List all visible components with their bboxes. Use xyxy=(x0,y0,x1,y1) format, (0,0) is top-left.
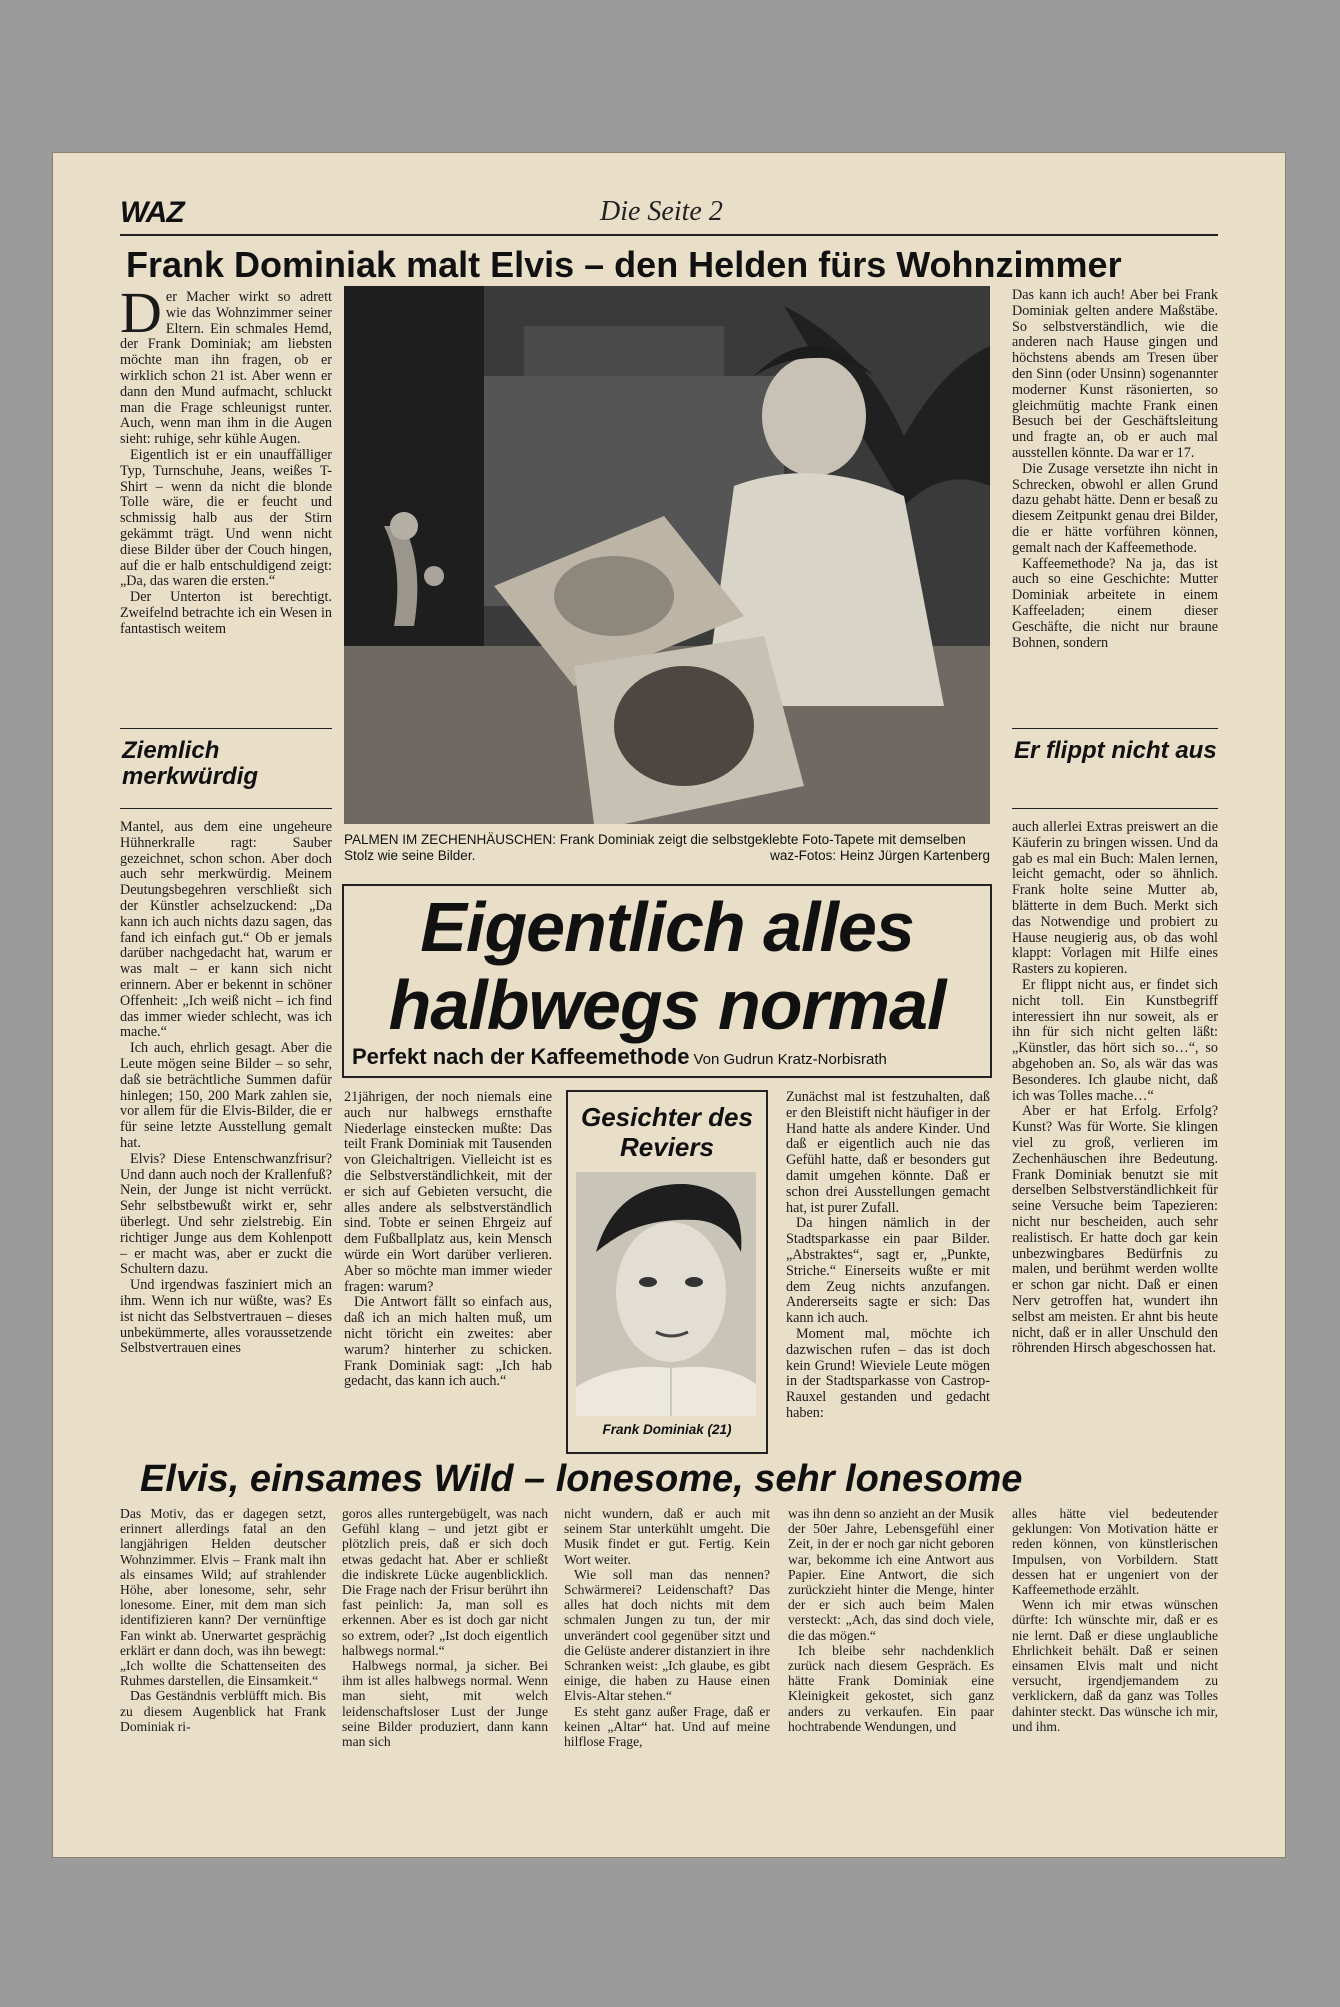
paragraph: Aber er hat Erfolg. Erfolg? Kunst? Was für Worte. Sie klingen viel zu groß, verlieren im Zechenhäuschen ihre Bedeutung. Frank Dominiak benutzt sie mit derselben Selbstverständlichkeit für seine Versuche beim Tapezieren: nicht nur bescheiden, auch sehr realistisch. Er hatte doch gar kein unbezwingbares Bedürfnis zu malen, und berühmt werden wollte er schon gar nicht. Daß er einen Nerv getroffen hat, wundert ihn selbst am meisten. Er ahnt bis heute nicht, daß er in aller Unschuld den röhrenden Hirsch abgeschossen hat. xyxy=(1012,1103,1218,1357)
dropcap: D xyxy=(120,280,162,345)
paragraph: alles hätte viel bedeutender geklungen: Von Motivation hätte er reden können, von künstlerischen Impulsen, von Vorbildern. Statt dessen hat er ungeniert von der Kaffeemethode erzählt. xyxy=(1012,1506,1218,1598)
paragraph: Die Zusage versetzte ihn nicht in Schrecken, obwohl er allen Grund dazu gehabt hätte. Denn er besaß zu diesem Zeitpunkt genau drei Bilder, die er hätte vorführen können, gemalt nach der Kaffeemethode. xyxy=(1012,460,1218,556)
portrait-caption: Frank Dominiak (21) xyxy=(602,1422,732,1437)
paragraph: goros alles runtergebügelt, was nach Gefühl klang – und jetzt gibt er plötzlich preis, daß er sich doch etwas gedacht hat. Aber er schließt die indiskrete Lücke augenblicklich. Die Frage nach der Frisur berührt ihn fast peinlich: Ja, man soll es erkennen. Aber es ist doch gar nicht so extrem, oder? „Ist doch eigentlich halbwegs normal.“ xyxy=(342,1506,548,1658)
paragraph: Und irgendwas fasziniert mich an ihm. Wenn ich nur wüßte, was? Es ist nicht das Selbstvertrauen – dieses unbekümmerte, alles voraussetzende Selbstvertrauen eines xyxy=(120,1277,332,1357)
column-1-bottom xyxy=(120,820,332,1357)
photo-caption xyxy=(344,832,990,864)
portrait-box-title: Gesichter des Reviers xyxy=(581,1102,753,1162)
paragraph: Ich auch, ehrlich gesagt. Aber die Leute mögen seine Bilder – so sehr, daß sie beträchtliche Summen dafür hinlegen; 150, 200 Mark zahlen sie, vor allem für die Elvis-Bilder, die er für seine letzte Ausstellung gemalt hat. xyxy=(120,1040,332,1151)
subhead-right: Er flippt nicht aus xyxy=(1014,737,1217,764)
feature-title-line-2: halbwegs normal xyxy=(388,966,946,1044)
subhead-rule xyxy=(1012,728,1218,729)
paragraph: Wenn ich mir etwas wünschen dürfte: Ich wünschte mir, daß er es nie lernt. Daß er diese unglaubliche Ehrlichkeit behält. Daß er seinen einsamen Elvis malt und nicht versucht, irgendjemandem zu verklickern, daß da ganz was Tolles dahinter steckt. Das wünsche ich mir, und ihm. xyxy=(1012,1597,1218,1734)
subhead-rule xyxy=(1012,808,1218,809)
paragraph: Das Geständnis verblüfft mich. Bis zu diesem Augenblick hat Frank Dominiak ri- xyxy=(120,1688,326,1734)
paragraph: Eigentlich ist er ein unauffälliger Typ, Turnschuhe, Jeans, weißes T-Shirt – wenn da nicht die blonde Tolle wäre, die er feucht und schmissig halb aus der Stirn gekämmt trägt. Und wenn nicht diese Bilder über der Couch hingen, auf die er halb entschuldigend zeigt: „Da, das waren die ersten.“ xyxy=(120,446,332,590)
paragraph: Der Unterton ist berechtigt. Zweifelnd betrachte ich ein Wesen in fantastisch weitem xyxy=(120,589,332,637)
column-3-bottom xyxy=(786,1090,990,1422)
paragraph: Das kann ich auch! Aber bei Frank Dominiak gelten andere Maßstäbe. So selbstverständlich, wie die anderen nach Hause gingen und höchstens abends am Tresen über den Sinn (oder Unsinn) sogenannter moderner Kunst räsonierten, so gleichmütig machte Frank einen Besuch bei der Geschäftsleitung und fragte an, ob er auch mal ausstellen könnte. Da war er 17. xyxy=(1012,287,1218,461)
paragraph: Zunächst mal ist festzuhalten, daß er den Bleistift nicht häufiger in der Hand hatte als andere Kinder. Und daß er eigentlich auch nie das Gefühl hatte, daß er besonders gut damit umgehen könnte. Daß er schon drei Ausstellungen gemacht hat, ist purer Zufall. xyxy=(786,1089,990,1216)
page-name: Die Seite 2 xyxy=(600,196,723,227)
feature-title-line-1: Eigentlich alles xyxy=(420,888,914,966)
subhead-rule xyxy=(120,808,332,809)
paragraph: 21jährigen, der noch niemals eine auch nur halbwegs ernsthafte Niederlage einstecken mußte: Das teilt Frank Dominiak mit Tausenden von Gleichaltrigen. Vielleicht ist es die Selbstverständlichkeit, mit der er sich auf Gebieten versucht, die alles andere als selbstverständlich sind. Tobte er seinen Ehrgeiz auf dem Fußballplatz aus, kein Mensch würde ein Wort darüber verlieren. Aber so möchte man immer wieder fragen: warum? xyxy=(344,1089,552,1295)
bottom-column-2 xyxy=(342,1506,548,1749)
bottom-column-4 xyxy=(788,1506,994,1734)
paragraph: Da hingen nämlich in der Stadtsparkasse ein paar Bilder. „Abstraktes“, sagt er, „Punkte, Striche.“ Einerseits wußte er mit dem Zeug nichts anzufangen. Andererseits sagte er sich: Das kann ich auch. xyxy=(786,1215,990,1327)
masthead-logo: WAZ xyxy=(120,196,184,229)
paragraph: Er flippt nicht aus, er findet sich nicht toll. Ein Kunstbegriff interessiert ihn nur soweit, als er ihn für sich nicht gelten läßt: „Künstler, das hört sich so…“, so abgehoben an. So, als wär das was Besonderes. Ich glaube nicht, daß ich was Tolles mache…“ xyxy=(1012,976,1218,1104)
paragraph: Mantel, aus dem eine ungeheure Hühnerkralle ragt: Sauber gezeichnet, schon schon. Aber doch auch sehr merkwürdig. Meinem Deutungsbegehren verschließt sich der Künstler achselzuckend: „Da kann ich auch nichts dazu sagen, das fand ich einfach gut.“ Ob er jemals darüber nachgedacht hat, warum er was malt – er kann sich nicht erinnern. Aber er bekennt in schöner Offenheit: „Ich weiß nicht – ich find das immer wieder schlecht, was ich mache.“ xyxy=(120,819,332,1041)
subhead-left: Ziemlich merkwürdig xyxy=(122,737,259,790)
newspaper-page xyxy=(52,152,1286,1858)
paragraph: Elvis? Diese Entenschwanzfrisur? Und dann auch noch der Krallenfuß? Nein, der Junge ist nicht verrückt. Sehr selbstbewußt wirkt er, sehr überlegt. Und sehr zielstrebig. Ein richtiger Junge aus dem Kohlenpott – er macht was, aber er zuckt die Schultern dazu. xyxy=(120,1150,332,1278)
column-2-bottom xyxy=(344,1090,552,1390)
masthead-rule xyxy=(120,234,1218,236)
paragraph: nicht wundern, daß er auch mit seinem Star unterkühlt umgeht. Die Musik findet er gut. Fertig. Kein Wort weiter. xyxy=(564,1506,770,1567)
portrait-face xyxy=(576,1172,756,1416)
paragraph: auch allerlei Extras preiswert an die Käuferin zu bringen wissen. Und da gab es mal ein Buch: Malen lernen, leicht gemacht, oder so ähnlich. Frank holte seine Mutter ab, blätterte in dem Buch. Merkt sich das Notwendige und probiert zu Hause neugierig aus, ob das wohl klappt: Vorlagen mit Hilfe eines Rasters zu kopieren. xyxy=(1012,819,1218,978)
caption-text: Frank Dominiak zeigt die selbstgeklebte Foto-Tapete mit demselben Stolz wie seine Bilder. xyxy=(344,832,966,863)
feature-deck: Perfekt nach der Kaffeemethode xyxy=(352,1044,690,1069)
bottom-column-1 xyxy=(120,1506,326,1734)
main-headline: Frank Dominiak malt Elvis – den Helden fürs Wohnzimmer xyxy=(126,244,1122,285)
column-4-top xyxy=(1012,288,1218,651)
subhead-rule xyxy=(120,728,332,729)
paragraph: Das Motiv, das er dagegen setzt, erinnert allerdings fatal an den langjährigen Helden deutscher Wohnzimmer. Elvis – Frank malt ihn als einsames Wild; auf strahlender Höhe, aber lonesome, sehr, sehr lonesome. Einer, mit dem man sich identifizieren kann? Der vernünftige Fan winkt ab. Unerwartet gesprächig erklärt er dann doch, was ihn bewegt: „Ich wollte die Schattenseiten des Ruhmes darstellen, die Einsamkeit.“ xyxy=(120,1506,326,1689)
caption-lead: PALMEN IM ZECHENHÄUSCHEN: xyxy=(344,832,557,847)
bottom-column-3 xyxy=(564,1506,770,1749)
paragraph: was ihn denn so anzieht an der Musik der 50er Jahre, Lebensgefühl einer Zeit, in der er noch gar nicht geboren war, bekomme ich eine Antwort aus Papier. Eine Antwort, die sich zurückzieht hinter die Menge, hinter der er sich auch beim Malen versteckt: „Ach, das sind doch viele, die das mögen.“ xyxy=(788,1506,994,1643)
feature-byline: Von Gudrun Kratz-Norbisrath xyxy=(693,1051,887,1068)
bottom-headline: Elvis, einsames Wild – lonesome, sehr lonesome xyxy=(140,1458,1023,1500)
bottom-column-5 xyxy=(1012,1506,1218,1734)
paragraph: er Macher wirkt so adrett wie das Wohnzimmer seiner Eltern. Ein schmales Hemd, der Frank Dominiak; am liebsten möchte man ihn fragen, ob er wirklich schon 21 ist. Aber wenn er dann den Mund aufmacht, schluckt man die Frage schleunigst runter. Auch, wenn man ihm in die Augen sieht: ruhige, sehr kühle Augen. xyxy=(120,289,332,448)
paragraph: Kaffeemethode? Na ja, das ist auch so eine Geschichte: Mutter Dominiak arbeitete in einem Kaffeeladen; einem dieser Geschäfte, die nicht nur braune Bohnen, sondern xyxy=(1012,555,1218,651)
paragraph: Moment mal, möchte ich dazwischen rufen – das ist doch kein Grund! Wieviele Leute mögen in der Stadtsparkasse von Castrop-Rauxel gestanden und gedacht haben: xyxy=(786,1325,990,1421)
photo-artist-with-paintings xyxy=(344,286,990,824)
paragraph: Wie soll man das nennen? Schwärmerei? Leidenschaft? Das alles hat doch nichts mit dem schmalen Jungen zu tun, der mir unverändert cool gegenüber sitzt und die Gelüste anderer distanziert in ihre Schranken weist: „Ich glaube, es gibt einige, die haben zu Hause einen Elvis-Altar stehen.“ xyxy=(564,1566,770,1704)
column-1-top xyxy=(120,280,332,638)
column-4-bottom xyxy=(1012,820,1218,1357)
feature-box xyxy=(342,884,992,1078)
photo-credit: waz-Fotos: Heinz Jürgen Kartenberg xyxy=(770,848,990,863)
paragraph: Die Antwort fällt so einfach aus, daß ich an mich halten muß, um nicht töricht ein zweites: aber warum? hinterher zu schicken. Frank Dominiak sagt: „Ich hab gedacht, das kann ich auch.“ xyxy=(344,1294,552,1390)
main-photo xyxy=(344,286,990,824)
portrait-box xyxy=(566,1090,768,1454)
paragraph: Halbwegs normal, ja sicher. Bei ihm ist alles halbwegs normal. Wenn man sieht, mit welch leidenschaftsloser Lust der Junge seine Bilder produziert, dann kann man sich xyxy=(342,1658,548,1750)
portrait-photo xyxy=(576,1172,756,1416)
paragraph: Ich bleibe sehr nachdenklich zurück nach diesem Gespräch. Es hätte Frank Dominiak eine Kleinigkeit gekostet, sich ganz anders zu verkaufen. Ein paar hochtrabende Wendungen, und xyxy=(788,1642,994,1734)
paragraph: Es steht ganz außer Frage, daß er keinen „Altar“ hat. Und auf meine hilflose Frage, xyxy=(564,1703,770,1750)
